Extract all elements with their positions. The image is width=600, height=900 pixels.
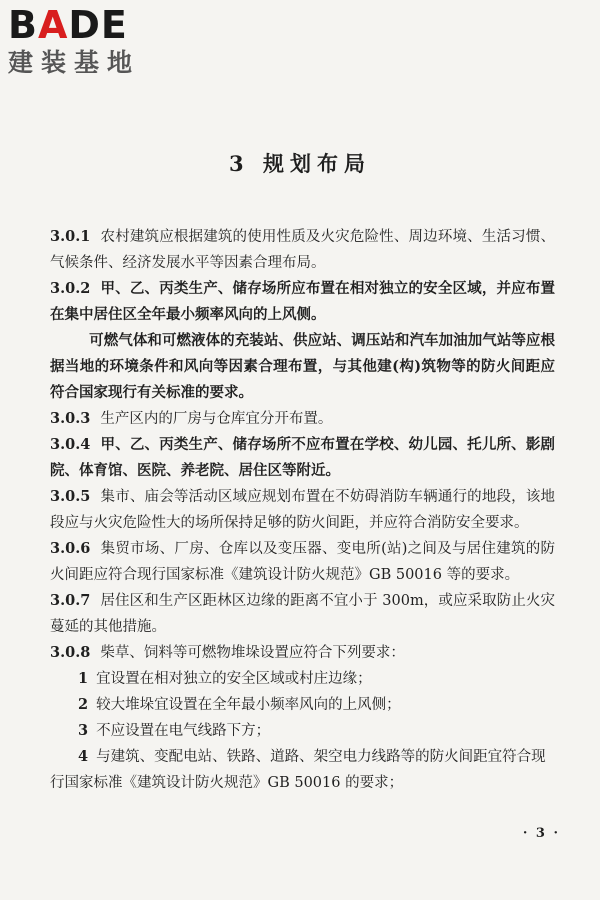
item-number: 4 [78,748,89,765]
clause-number: 3.0.8 [50,644,91,661]
clause-3-0-3 [50,406,555,432]
item-text: 宜设置在相对独立的安全区域或村庄边缘； [96,671,372,687]
clause-3-0-1 [50,224,555,276]
clause-number: 3.0.7 [50,592,91,609]
clause-number: 3.0.2 [50,280,91,297]
clause-text: 农村建筑应根据建筑的使用性质及火灾危险性、周边环境、生活习惯、气候条件、经济发展水平等因素合理布局。 [50,229,555,271]
item-text: 与建筑、变配电站、铁路、道路、架空电力线路等的防火间距宜符合现行国家标准《建筑设计防火规范》GB 50016 的要求； [50,749,546,791]
clause-3-0-4 [50,432,555,484]
list-item [50,744,555,796]
clause-3-0-6 [50,536,555,588]
clause-text: 居住区和生产区距林区边缘的距离不宜小于 300m，或应采取防止火灾蔓延的其他措施。 [50,593,555,635]
clause-number: 3.0.4 [50,436,91,453]
clause-number: 3.0.6 [50,540,91,557]
clause-3-0-7 [50,588,555,640]
logo-subtitle: 建装基地 [8,48,141,77]
list-item [50,718,555,744]
clause-3-0-2 [50,276,555,328]
clause-number: 3.0.5 [50,488,91,505]
clause-text: 集贸市场、厂房、仓库以及变压器、变电所(站)之间及与居住建筑的防火间距应符合现行国家标准《建筑设计防火规范》GB 50016 等的要求。 [50,541,555,583]
clause-text: 甲、乙、丙类生产、储存场所应布置在相对独立的安全区域，并应布置在集中居住区全年最小频率风向的上风侧。 [50,280,555,323]
clause-text: 甲、乙、丙类生产、储存场所不应布置在学校、幼儿园、托儿所、影剧院、体育馆、医院、养老院、居住区等附近。 [50,436,555,479]
clause-text: 生产区内的厂房与仓库宜分开布置。 [100,411,333,427]
item-number: 2 [78,696,89,713]
clause-text: 集市、庙会等活动区域应规划布置在不妨碍消防车辆通行的地段，该地段应与火灾危险性大的场所保持足够的防火间距，并应符合消防安全要求。 [50,489,555,531]
clause-3-0-5 [50,484,555,536]
logo [8,4,140,78]
item-text: 不应设置在电气线路下方； [96,723,271,739]
logo-mark: BADE [8,3,128,47]
item-text: 较大堆垛宜设置在全年最小频率风向的上风侧； [96,697,401,713]
clause-text: 柴草、饲料等可燃物堆垛设置应符合下列要求： [100,645,405,661]
document-body [50,224,555,796]
clause-number: 3.0.1 [50,228,91,245]
chapter-title-text: 规划布局 [262,151,371,176]
chapter-title [0,148,600,178]
clause-text: 可燃气体和可燃液体的充装站、供应站、调压站和汽车加油加气站等应根据当地的环境条件和风向等因素合理布置，与其他建(构)筑物等的防火间距应符合国家现行有关标准的要求。 [50,332,555,401]
item-number: 3 [78,722,89,739]
clause-3-0-8 [50,640,555,666]
list-item [50,692,555,718]
page-number: · 3 · [522,826,560,841]
clause-number: 3.0.3 [50,410,91,427]
item-number: 1 [78,670,89,687]
list-item [50,666,555,692]
clause-3-0-2-paragraph-2 [50,328,555,406]
chapter-number: 3 [229,151,250,176]
